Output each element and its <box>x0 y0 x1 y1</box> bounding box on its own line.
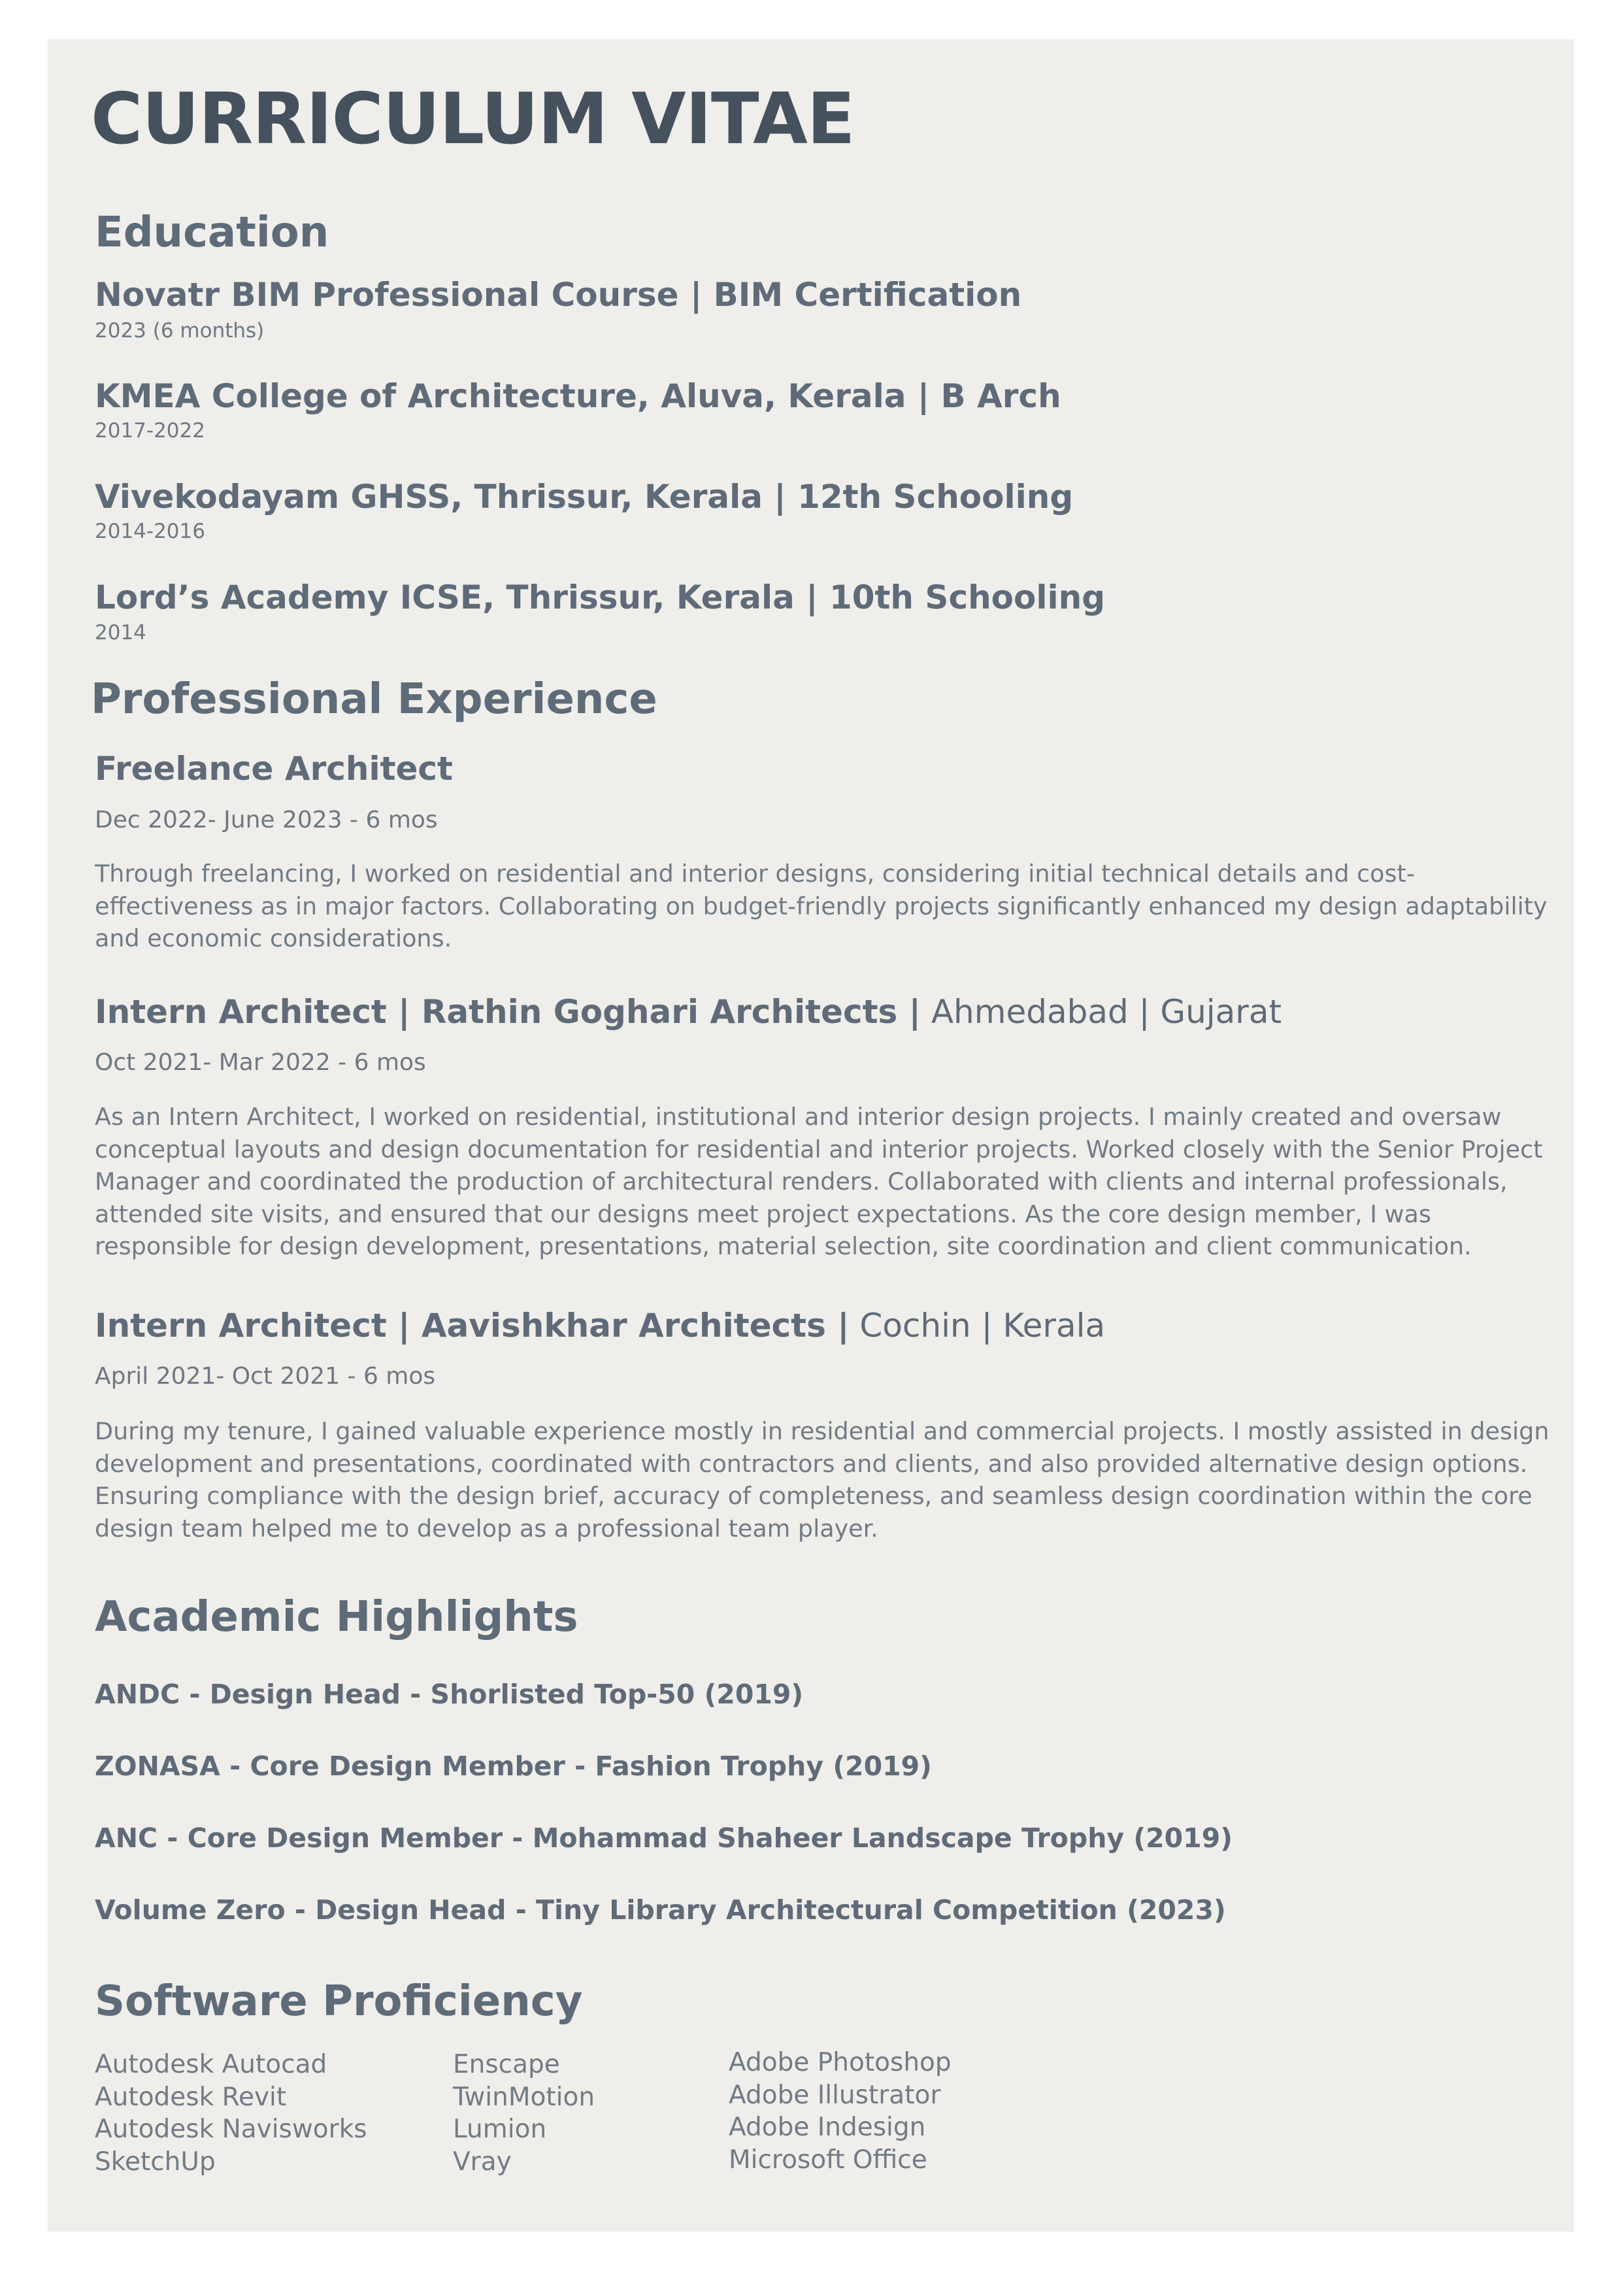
education-item-title: Novatr BIM Professional Course | BIM Certification <box>95 276 1022 314</box>
software-item: Autodesk Navisworks <box>95 2115 367 2144</box>
job-description: As an Intern Architect, I worked on residential, institutional and interior design projects. I mainly created and oversaw conceptual layouts and design documentation for residential and interior projects. Worked closely with the Senior Project Manager and coordinated the production of architectural renders. Collaborated with clients and internal professionals, attended site visits, and ensured that our designs meet project expectations. As the core design member, I was responsible for design development, presentations, material selection, site coordination and client communication. <box>95 1103 1543 1260</box>
software-item: SketchUp <box>95 2147 216 2177</box>
software-item: Adobe Illustrator <box>729 2080 941 2110</box>
education-heading: Education <box>95 209 329 257</box>
education-item-date: 2014-2016 <box>95 520 205 543</box>
job-date: April 2021- Oct 2021 - 6 mos <box>95 1363 436 1390</box>
job-title <box>95 749 453 788</box>
education-item-date: 2017-2022 <box>95 419 205 443</box>
software-item: Adobe Indesign <box>729 2113 926 2142</box>
software-item: Microsoft Office <box>729 2145 927 2175</box>
software-list <box>729 2047 952 2176</box>
education-item-title: Lord’s Academy ICSE, Thrissur, Kerala | 10th Schooling <box>95 578 1106 616</box>
job-location: Cochin | Kerala <box>849 1307 1106 1345</box>
job-date: Oct 2021- Mar 2022 - 6 mos <box>95 1049 426 1076</box>
job-date: Dec 2022- June 2023 - 6 mos <box>95 807 438 833</box>
education-item-title: Vivekodayam GHSS, Thrissur, Kerala | 12th Schooling <box>95 478 1074 516</box>
education-item-title: KMEA College of Architecture, Aluva, Kerala | B Arch <box>95 377 1061 415</box>
academic-highlight-item: ANDC - Design Head - Shorlisted Top-50 (2019) <box>95 1679 804 1710</box>
software-item: Vray <box>453 2147 512 2177</box>
education-item-date: 2014 <box>95 621 146 644</box>
software-item: Autodesk Autocad <box>95 2050 327 2079</box>
academic-highlight-item: ANC - Core Design Member - Mohammad Shaheer Landscape Trophy (2019) <box>95 1822 1233 1854</box>
software-list <box>95 2049 367 2178</box>
software-item: Enscape <box>453 2050 560 2079</box>
software-heading: Software Proficiency <box>95 1977 583 2026</box>
software-item: TwinMotion <box>453 2082 595 2112</box>
education-item-date: 2023 (6 months) <box>95 319 265 343</box>
job-title <box>95 992 1282 1031</box>
software-item: Adobe Photoshop <box>729 2048 952 2077</box>
job-location: Ahmedabad | Gujarat <box>920 993 1282 1031</box>
experience-heading: Professional Experience <box>91 675 657 724</box>
job-role-company: Intern Architect | Aavishkhar Architects | <box>95 1307 850 1345</box>
academic-highlight-item: Volume Zero - Design Head - Tiny Library Architectural Competition (2023) <box>95 1894 1226 1926</box>
job-role-company: Intern Architect | Rathin Goghari Architects | <box>95 993 921 1031</box>
software-item: Autodesk Revit <box>95 2082 287 2112</box>
software-list <box>453 2049 595 2178</box>
document-title: CURRICULUM VITAE <box>91 78 855 160</box>
job-description: Through freelancing, I worked on residential and interior designs, considering initial technical details and cost-effectiveness as in major factors. Collaborating on budget-friendly projects significantly enhanced my design adaptability and economic considerations. <box>95 860 1548 952</box>
job-role-company: Freelance Architect <box>95 750 453 788</box>
job-description: During my tenure, I gained valuable experience mostly in residential and commercial projects. I mostly assisted in design development and presentations, coordinated with contractors and clients, and also provided alternative design options. Ensuring compliance with the design brief, accuracy of completeness, and seamless design coordination within the core design team helped me to develop as a professional team player. <box>95 1417 1549 1543</box>
academic-highlight-item: ZONASA - Core Design Member - Fashion Trophy (2019) <box>95 1750 932 1782</box>
academic-heading: Academic Highlights <box>95 1593 578 1641</box>
job-title <box>95 1306 1105 1345</box>
software-item: Lumion <box>453 2115 547 2144</box>
